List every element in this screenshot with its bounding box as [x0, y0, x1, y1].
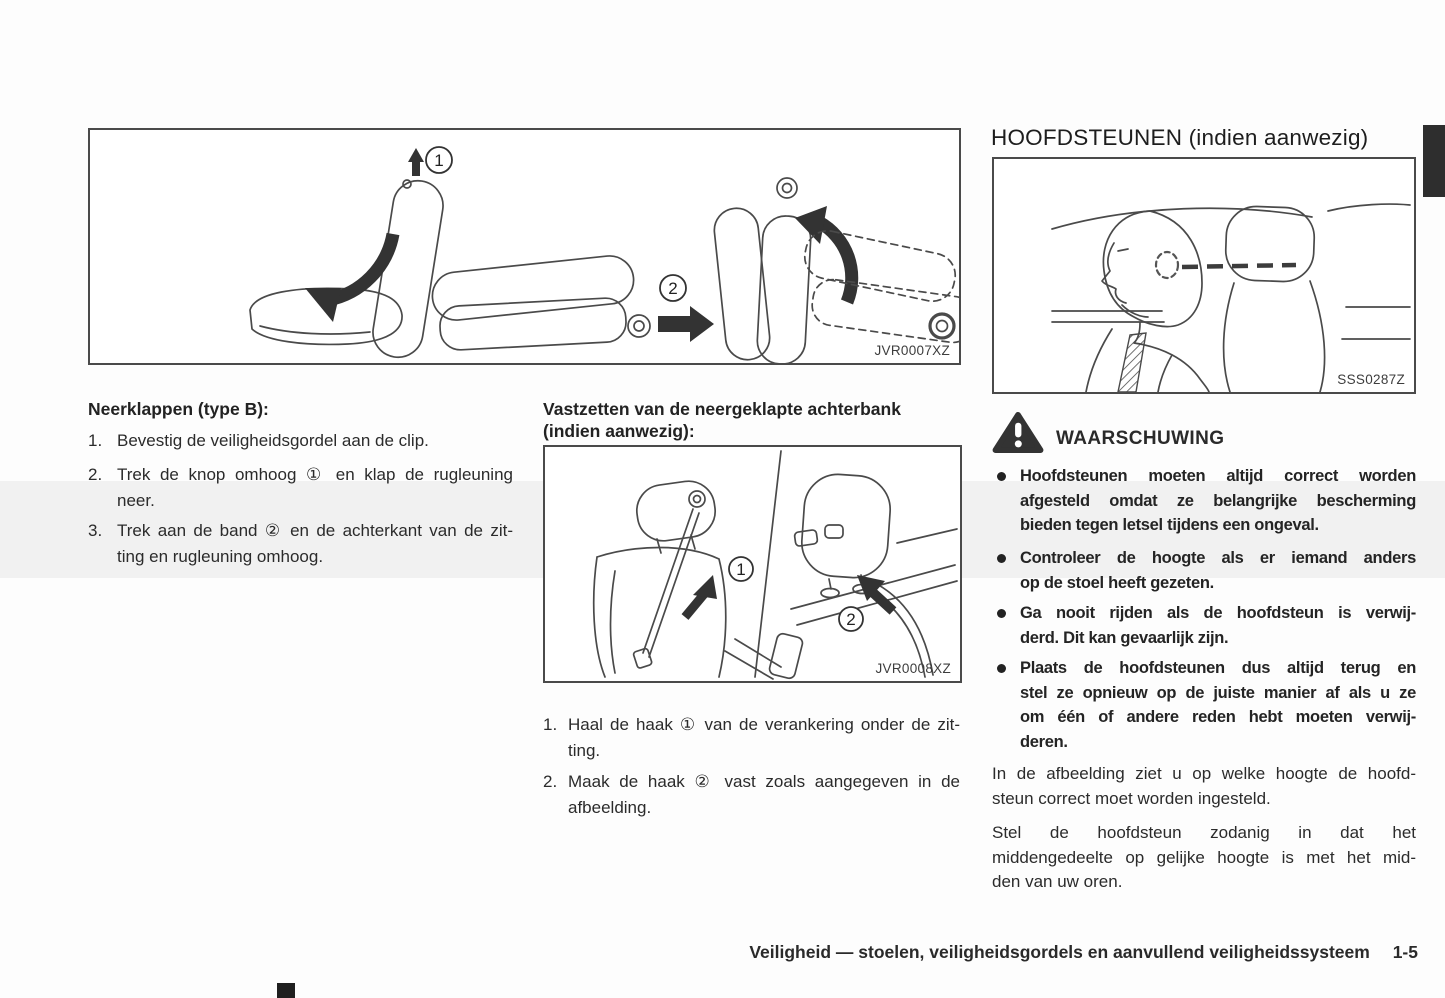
text-line: Haal de haak ① van de verankering onder de zit-	[568, 715, 960, 734]
text-line: Controleer de hoogte als er iemand anders	[1020, 549, 1416, 567]
secure-seatback-illustration	[545, 447, 960, 681]
list-item	[543, 769, 960, 821]
list-item	[88, 518, 513, 570]
list-item-number: 2.	[543, 772, 558, 791]
print-registration-mark	[277, 983, 295, 998]
list-item	[88, 428, 513, 454]
text-line: Stel de hoofdsteun zodanig in dat het	[992, 823, 1416, 842]
list-item	[88, 462, 513, 514]
text-line: middengedeelte op gelijke hoogte is met het mid-	[992, 847, 1416, 867]
text-line: om één of andere reden hebt moeten verwij-	[1020, 708, 1416, 726]
bullet-icon	[997, 609, 1006, 618]
text-line: neer.	[117, 491, 155, 510]
figure-label: SSS0287Z	[1337, 372, 1405, 387]
text-line: Ga nooit rijden als de hoofdsteun is verwij-	[1020, 604, 1416, 622]
up-arrow-icon	[408, 148, 424, 176]
section-heading-fold: Neerklappen (type B):	[88, 399, 269, 419]
list-item	[543, 712, 960, 764]
callout-1	[426, 147, 452, 173]
warning-triangle-icon	[992, 411, 1044, 454]
height-alignment-line	[1182, 265, 1296, 267]
text-line: bieden tegen letsel tijdens een ongeval.	[1020, 516, 1319, 534]
warning-title: WAARSCHUWING	[1056, 428, 1225, 449]
text-line: (indien aanwezig):	[543, 421, 695, 441]
warning-item	[992, 656, 1416, 754]
figure-label: JVR0007XZ	[874, 343, 950, 358]
seat-folding-illustration	[90, 130, 959, 363]
footer-section-title: Veiligheid — stoelen, veiligheidsgordels en aanvullend veiligheidssysteem	[749, 942, 1370, 962]
paragraph	[992, 821, 1416, 895]
figure-label: JVR0008XZ	[875, 661, 951, 676]
figure-seat-folding	[88, 128, 961, 365]
list-item-number: 1.	[88, 431, 103, 450]
text-line: stel ze opnieuw op de juiste manier af als u ze	[1020, 683, 1416, 702]
text-line: op de stoel heeft gezeten.	[1020, 573, 1214, 592]
figure-secure-seatback	[543, 445, 962, 683]
svg-text:1: 1	[736, 560, 746, 579]
text-line: ting.	[568, 741, 601, 760]
text-line: Vastzetten van de neergeklapte achterbank	[543, 399, 901, 419]
callout-1	[729, 557, 753, 581]
ear-marker	[1156, 252, 1178, 278]
figure-headrest	[992, 157, 1416, 394]
text-line: Plaats de hoofdsteunen dus altijd terug en	[1020, 659, 1416, 677]
callout-2	[660, 275, 686, 301]
text-line: den van uw oren.	[992, 872, 1123, 891]
svg-text:2: 2	[846, 610, 856, 629]
footer-page-number: 1-5	[1392, 942, 1418, 962]
section-heading-headrests: HOOFDSTEUNEN (indien aanwezig)	[991, 125, 1369, 150]
warning-item	[992, 464, 1416, 538]
warning-item	[992, 601, 1416, 650]
list-item-number: 3.	[88, 521, 103, 540]
seatbelt	[1118, 333, 1146, 392]
text-line: Trek aan de band ② en de achterkant van de zit-	[117, 521, 513, 540]
section-tab	[1423, 125, 1445, 197]
callout-2	[839, 607, 863, 631]
bullet-icon	[997, 554, 1006, 563]
svg-text:2: 2	[668, 279, 678, 298]
right-arrow-icon	[658, 306, 714, 342]
svg-text:1: 1	[434, 151, 444, 170]
warning-item	[992, 546, 1416, 595]
text-line: afgesteld omdat ze belangrijke bescherming	[1020, 491, 1416, 510]
bullet-icon	[997, 664, 1006, 673]
list-item-number: 1.	[543, 715, 558, 734]
text-line: derd. Dit kan gevaarlijk zijn.	[1020, 628, 1229, 647]
list-item-number: 2.	[88, 465, 103, 484]
paragraph	[992, 762, 1416, 811]
text-line: afbeelding.	[568, 798, 652, 817]
section-heading-secure	[543, 398, 901, 442]
text-line: Bevestig de veiligheidsgordel aan de clip.	[117, 431, 429, 450]
headrest-illustration	[994, 159, 1414, 392]
text-line: Hoofdsteunen moeten altijd correct worden	[1020, 467, 1416, 485]
bullet-icon	[997, 472, 1006, 481]
text-line: In de afbeelding ziet u op welke hoogte de hoofd-	[992, 764, 1416, 783]
page-footer	[675, 942, 1418, 963]
text-line: Trek de knop omhoog ① en klap de rugleuning	[117, 465, 513, 484]
text-line: deren.	[1020, 732, 1068, 751]
text-line: Maak de haak ② vast zoals aangegeven in de	[568, 772, 960, 791]
text-line: steun correct moet worden ingesteld.	[992, 788, 1271, 808]
text-line: ting en rugleuning omhoog.	[117, 547, 324, 566]
